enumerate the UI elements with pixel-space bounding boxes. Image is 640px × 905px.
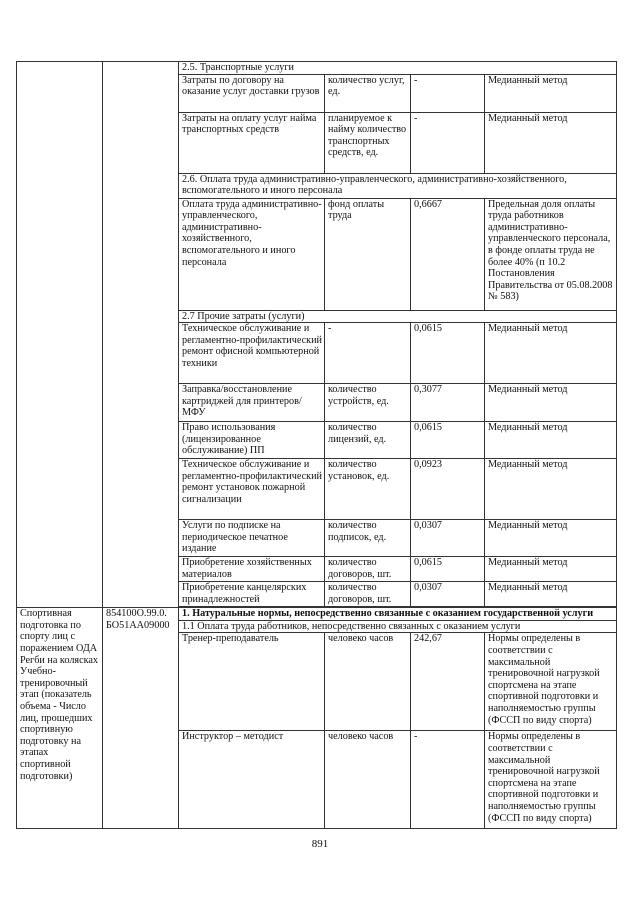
cost-value: - [411,112,485,173]
cost-value: 0,0307 [411,520,485,557]
section-heading-staff-pay: 1.1 Оплата труда работников, непосредственно связанных с оказанием услуги [179,620,617,633]
staff-unit: человеко часов [325,633,411,731]
staff-name: Инструктор – методист [179,731,325,829]
cost-value: - [411,74,485,112]
cost-method: Медианный метод [485,112,617,173]
cost-unit: количество подписок, ед. [325,520,411,557]
cost-method: Медианный метод [485,582,617,607]
cost-name: Затраты на оплату услуг найма транспортных средств [179,112,325,173]
cost-method: Медианный метод [485,422,617,459]
cost-name: Техническое обслуживание и регламентно-профилактический ремонт установок пожарной сигнализации [179,459,325,520]
service-code-cell-empty [103,62,179,608]
cost-value: 0,6667 [411,198,485,310]
cost-method: Медианный метод [485,459,617,520]
cost-value: 0,0615 [411,323,485,384]
cost-unit: количество договоров, шт. [325,582,411,607]
page-number: 891 [311,838,329,850]
cost-method: Предельная доля оплаты труда работников административно-управленческого персонала, в фонде оплаты труда не более 40% (п 10.2 Постановления Правительства от 05.08.2008 № 583) [485,198,617,310]
section-heading-natural: 1. Натуральные нормы, непосредственно связанные с оказанием государственной услуги [179,608,617,621]
cost-unit: количество услуг, ед. [325,74,411,112]
cost-name: Приобретение канцелярских принадлежностей [179,582,325,607]
section-heading-admin-pay: 2.6. Оплата труда административно-управленческого, административно-хозяйственного, вспомогательного и иного персонала [179,173,617,198]
cost-method: Медианный метод [485,520,617,557]
cost-name: Заправка/восстановление картриджей для принтеров/МФУ [179,384,325,422]
staff-method: Нормы определены в соответствии с максимальной тренировочной нагрузкой спортсмена на этапе спортивной подготовки и наполняемостью группы (ФССП по виду спорта) [485,633,617,731]
cost-name: Услуги по подписке на периодическое печатное издание [179,520,325,557]
cost-name: Оплата труда административно-управленческого, административно-хозяйственного, вспомогательного и иного персонала [179,198,325,310]
service-code: 854100О.99.0. БО51АА09000 [103,608,179,829]
cost-unit: фонд оплаты труда [325,198,411,310]
cost-unit: количество договоров, шт. [325,557,411,582]
cost-name: Техническое обслуживание и регламентно-профилактический ремонт офисной компьютерной техники [179,323,325,384]
cost-value: 0,3077 [411,384,485,422]
cost-value: 0,0615 [411,557,485,582]
cost-unit: количество лицензий, ед. [325,422,411,459]
staff-unit: человеко часов [325,731,411,829]
cost-unit: количество установок, ед. [325,459,411,520]
staff-value: - [411,731,485,829]
cost-value: 0,0307 [411,582,485,607]
cost-method: Медианный метод [485,557,617,582]
cost-method: Медианный метод [485,384,617,422]
cost-method: Медианный метод [485,74,617,112]
staff-value: 242,67 [411,633,485,731]
cost-name: Приобретение хозяйственных материалов [179,557,325,582]
service-name-cell-empty [17,62,103,608]
cost-unit: количество устройств, ед. [325,384,411,422]
staff-name: Тренер-преподаватель [179,633,325,731]
service-name: Спортивная подготовка по спорту лиц с поражением ОДА Регби на колясках Учебно-тренировочный этап (показатель объема - Число лиц, прошедших спортивную подготовку на этапах спортивной подготовки) [17,608,103,829]
cost-value: 0,0923 [411,459,485,520]
cost-unit: - [325,323,411,384]
cost-name: Право использования (лицензированное обслуживание) ПП [179,422,325,459]
staff-method: Нормы определены в соответствии с максимальной тренировочной нагрузкой спортсмена на этапе спортивной подготовки и наполняемостью группы (ФССП по виду спорта) [485,731,617,829]
section-heading-transport: 2.5. Транспортные услуги [179,62,617,75]
cost-unit: планируемое к найму количество транспортных средств, ед. [325,112,411,173]
cost-value: 0,0615 [411,422,485,459]
cost-name: Затраты по договору на оказание услуг доставки грузов [179,74,325,112]
cost-method: Медианный метод [485,323,617,384]
norms-table [16,61,617,829]
section-heading-other: 2.7 Прочие затраты (услуги) [179,310,617,323]
